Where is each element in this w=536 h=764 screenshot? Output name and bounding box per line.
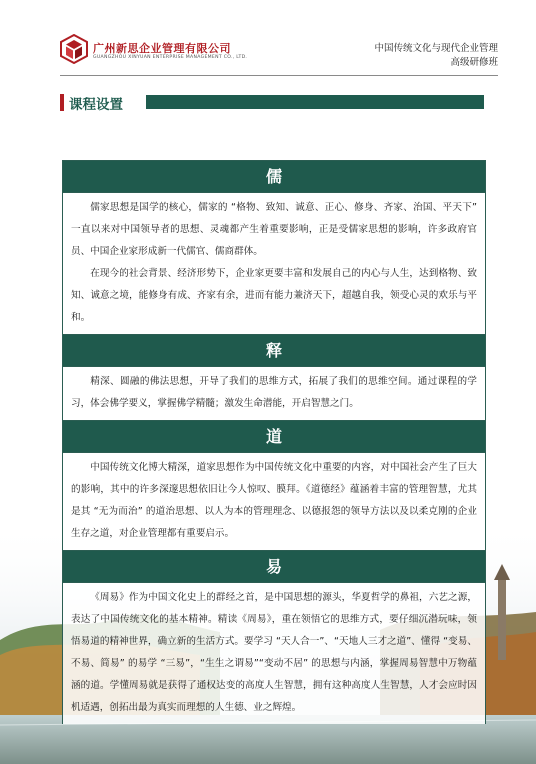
section-title-bar [146,95,484,109]
paragraph: 精深、圆融的佛法思想，开导了我们的思维方式，拓展了我们的思维空间。通过课程的学习，体会佛学要义，掌握佛学精髓；激发生命潜能，开启智慧之门。 [71,376,477,409]
program-title [374,42,498,70]
company-name-en: GUANGZHOU XINYUAN ENTERPRISE MANAGEMENT CO., LTD. [93,55,248,60]
section-body-yi [63,583,485,724]
paragraph: 在现今的社会背景、经济形势下，企业家更要丰富和发展自己的内心与人生，达到格物、致知、诚意之境，能修身有成、齐家有余，进而有能力兼济天下，超越自我，领受心灵的欢乐与平和。 [71,268,477,323]
section-header-ru: 儒 [63,161,485,193]
section-title-marker [60,94,64,111]
section-title: 课程设置 [69,97,123,113]
section-body-shi [63,367,485,421]
section-header-yi: 易 [63,551,485,583]
section-header-shi: 释 [63,335,485,367]
section-body-dao [63,453,485,551]
course-content-table [62,160,486,724]
paragraph: 中国传统文化博大精深，道家思想作为中国传统文化中重要的内容，对中国社会产生了巨大的影响，其中的许多深邃思想依旧让今人惊叹、膜拜。《道德经》蕴涵着丰富的管理智慧，尤其是其 “无为而治” 的道治思想、以人为本的管理理念、以德报怨的领导方法以及以柔克刚的企业生存之道，对企业管理都有重要启示。 [71,462,477,539]
program-title-line2: 高级研修班 [450,57,498,68]
program-title-line1: 中国传统文化与现代企业管理 [374,43,498,54]
paragraph: 《周易》作为中国文化史上的群经之首，是中国思想的源头，华夏哲学的鼻祖，六艺之源，表达了中国传统文化的基本精神。精读《周易》，重在领悟它的思维方式，要仔细沉潜玩味，领悟易道的精神世界，确立新的生活方式。要学习 “天人合一”、“天地人三才之道”、懂得 “变易、不易、简易” 的易学 “三易”，“生生之谓易”“变动不居” 的思想与内涵，掌握周易智慧中万物蕴涵的道。学懂周易就是获得了通权达变的高度人生智慧，拥有这种高度人生智慧，人才会应时因机适遇，创拓出最为真实而理想的人生德、业之辉煌。 [71,592,477,713]
company-logo-icon [60,34,88,64]
header-divider [60,75,498,76]
company-name-cn: 广州新思企业管理有限公司 [93,42,231,55]
section-body-ru [63,193,485,335]
section-header-dao: 道 [63,421,485,453]
paragraph: 儒家思想是国学的核心，儒家的 “格物、致知、诚意、正心、修身、齐家、治国、平天下” 一直以来对中国领导者的思想、灵魂都产生着重要影响，正是受儒家思想的影响，许多政府官员、中国企业家形成新一代儒官、儒商群体。 [71,202,477,257]
